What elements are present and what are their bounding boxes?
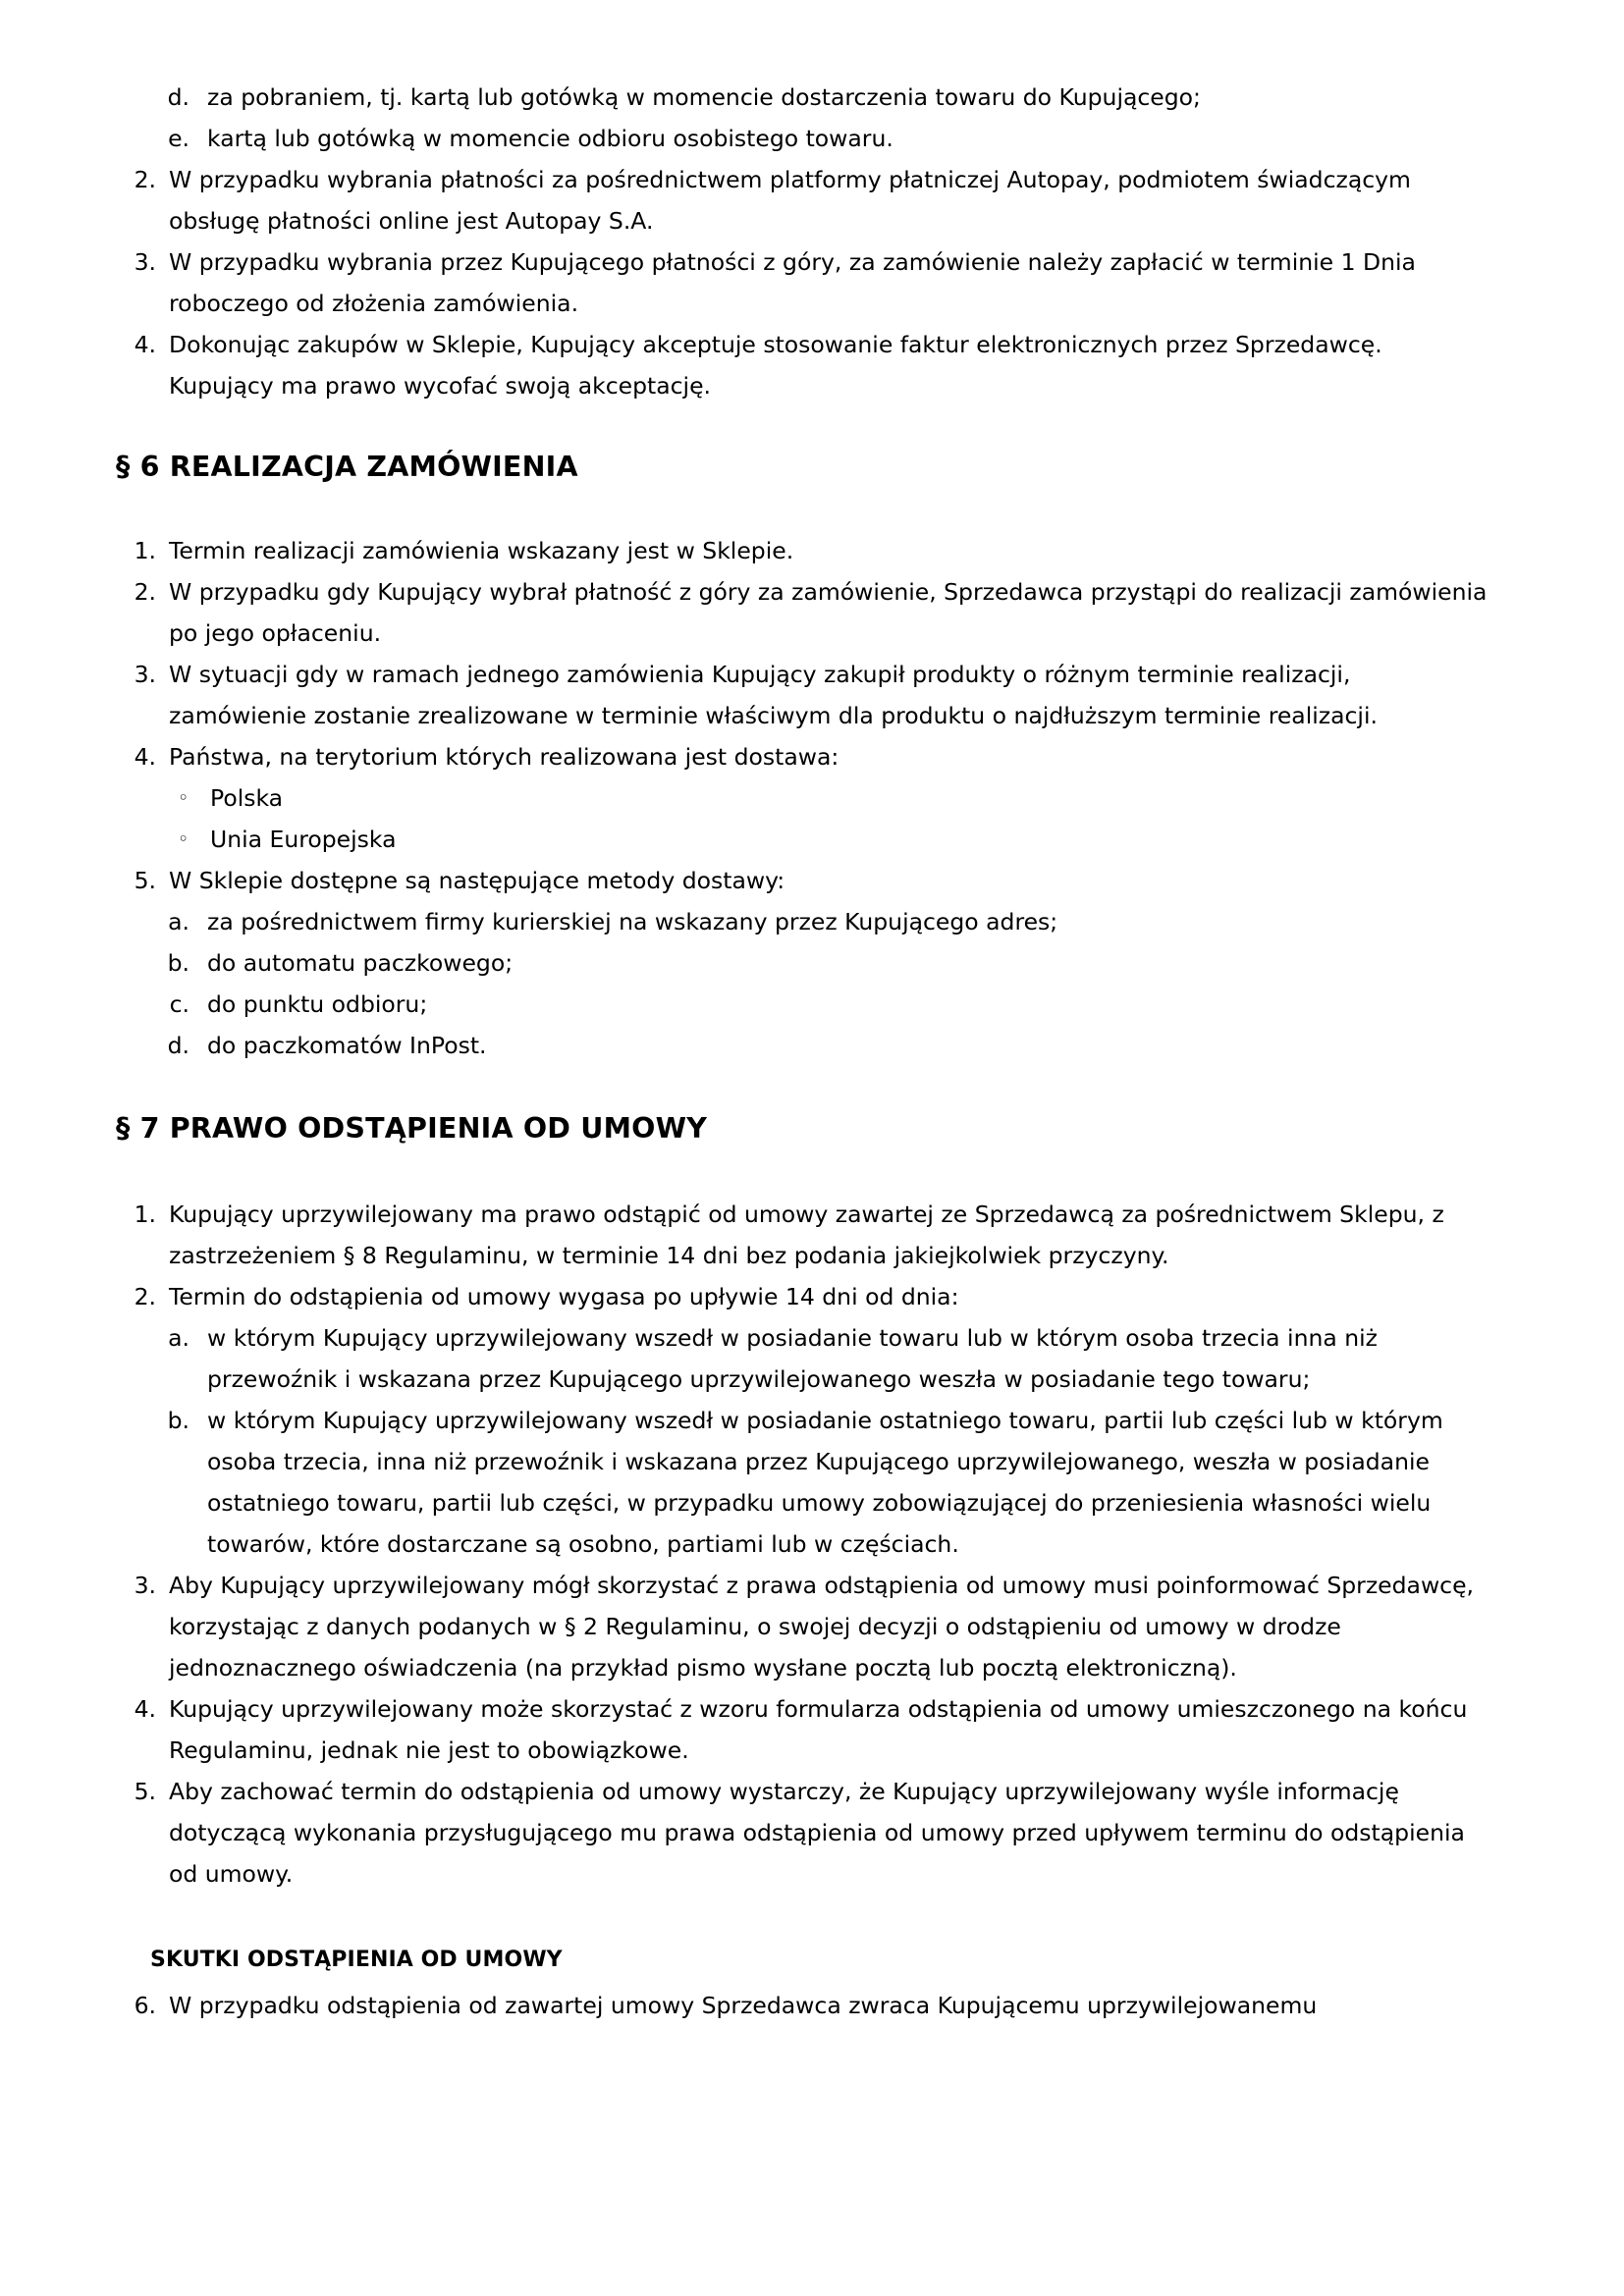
list-item-text: Polska xyxy=(210,784,284,812)
list-item-text: W Sklepie dostępne są następujące metody dostawy: xyxy=(169,867,785,894)
bullet-circle-icon: ◦ xyxy=(178,787,189,809)
list-item xyxy=(123,1771,1490,1895)
list-item xyxy=(162,1025,1490,1066)
list-item-text: Unia Europejska xyxy=(210,826,397,853)
list-item-text: do automatu paczkowego; xyxy=(207,949,514,977)
bullet-circle-icon: ◦ xyxy=(178,828,189,850)
list-item-text: W przypadku wybrania przez Kupującego płatności z góry, za zamówienie należy zapłacić w terminie 1 Dnia roboczego od złożenia zamówienia. xyxy=(169,248,1416,317)
list-marker: c. xyxy=(169,990,189,1018)
list-item-text: Aby Kupujący uprzywilejowany mógł skorzystać z prawa odstąpienia od umowy musi poinformować Sprzedawcę, korzystając z danych podanych w § 2 Regulaminu, o swojej decyzji o odstąpieniu od umowy w drodze jednoznacznego oświadczenia (na przykład pismo wysłane pocztą lub pocztą elektroniczną). xyxy=(169,1572,1475,1682)
list-item-text: W sytuacji gdy w ramach jednego zamówienia Kupujący zakupił produkty o różnym terminie realizacji, zamówienie zostanie zrealizowane w terminie właściwym dla produktu o najdłuższym terminie realizacji. xyxy=(169,661,1378,729)
list-item-text: do paczkomatów InPost. xyxy=(207,1032,487,1059)
list-marker: b. xyxy=(167,1407,189,1434)
list-item-text: Termin realizacji zamówienia wskazany jest w Sklepie. xyxy=(169,537,794,564)
list-marker: 4. xyxy=(134,331,156,358)
list-marker: 3. xyxy=(134,248,156,276)
list-marker: 6. xyxy=(134,1992,156,2019)
list-item xyxy=(123,736,1490,777)
list-item-text: Kupujący uprzywilejowany ma prawo odstąpić od umowy zawartej ze Sprzedawcą za pośrednictwem Sklepu, z zastrzeżeniem § 8 Regulaminu, w terminie 14 dni bez podania jakiejkolwiek przyczyny. xyxy=(169,1201,1444,1269)
withdrawal-expiry-sublist xyxy=(116,1317,1490,1565)
list-item-text: za pośrednictwem firmy kurierskiej na wskazany przez Kupującego adres; xyxy=(207,908,1058,935)
delivery-methods-list xyxy=(116,901,1490,1066)
list-item xyxy=(162,77,1490,118)
list-item-text: w którym Kupujący uprzywilejowany wszedł w posiadanie ostatniego towaru, partii lub części lub w którym osoba trzecia, inna niż przewoźnik i wskazana przez Kupującego uprzywilejowanego, weszła w posiadanie ostatniego towaru, partii lub części, w przypadku umowy zobowiązującej do przeniesienia własności wielu towarów, które dostarczane są osobno, partiami lub w częściach. xyxy=(207,1407,1443,1558)
list-item xyxy=(162,901,1490,942)
document-body xyxy=(116,77,1490,2026)
list-marker: 5. xyxy=(134,867,156,894)
list-item xyxy=(123,1565,1490,1688)
list-item-text: w którym Kupujący uprzywilejowany wszedł w posiadanie towaru lub w którym osoba trzecia inna niż przewoźnik i wskazana przez Kupującego uprzywilejowanego weszła w posiadanie tego towaru; xyxy=(207,1324,1378,1393)
delivery-countries-list xyxy=(116,777,1490,860)
section-7-heading: § 7 PRAWO ODSTĄPIENIA OD UMOWY xyxy=(116,1112,708,1145)
list-marker: 3. xyxy=(134,1572,156,1599)
list-marker: a. xyxy=(168,908,189,935)
list-marker: 1. xyxy=(134,537,156,564)
section-7-list-part2 xyxy=(116,1565,1490,1895)
withdrawal-effects-heading: SKUTKI ODSTĄPIENIA OD UMOWY xyxy=(150,1948,563,1972)
list-item xyxy=(123,159,1490,241)
list-marker: 2. xyxy=(134,1283,156,1310)
payment-methods-sublist xyxy=(116,77,1490,159)
list-item xyxy=(162,942,1490,984)
list-item xyxy=(178,777,1490,819)
list-item-text: W przypadku odstąpienia od zawartej umowy Sprzedawca zwraca Kupującemu uprzywilejowanemu xyxy=(169,1992,1318,2019)
section-6-list-part1 xyxy=(116,530,1490,777)
list-item-text: Termin do odstąpienia od umowy wygasa po upływie 14 dni od dnia: xyxy=(169,1283,959,1310)
list-item xyxy=(123,1688,1490,1771)
list-item-text: za pobraniem, tj. kartą lub gotówką w momencie dostarczenia towaru do Kupującego; xyxy=(207,83,1201,111)
list-marker: 4. xyxy=(134,1695,156,1723)
list-item xyxy=(178,819,1490,860)
list-marker: d. xyxy=(167,83,189,111)
list-item xyxy=(162,118,1490,159)
payment-list-continuation xyxy=(116,159,1490,406)
list-item-text: W przypadku wybrania płatności za pośrednictwem platformy płatniczej Autopay, podmiotem świadczącym obsługę płatności online jest Autopay S.A. xyxy=(169,166,1411,235)
list-item-text: Kupujący uprzywilejowany może skorzystać z wzoru formularza odstąpienia od umowy umieszczonego na końcu Regulaminu, jednak nie jest to obowiązkowe. xyxy=(169,1695,1468,1764)
list-marker: e. xyxy=(168,125,189,152)
list-marker: 4. xyxy=(134,743,156,771)
section-7-heading-block xyxy=(116,1109,1490,1148)
list-item-text: kartą lub gotówką w momencie odbioru osobistego towaru. xyxy=(207,125,893,152)
list-item-text: Aby zachować termin do odstąpienia od umowy wystarczy, że Kupujący uprzywilejowany wyśle informację dotyczącą wykonania przysługującego mu prawa odstąpienia od umowy przed upływem terminu do odstąpienia od umowy. xyxy=(169,1778,1465,1888)
list-item-text: do punktu odbioru; xyxy=(207,990,428,1018)
list-item xyxy=(123,530,1490,571)
list-marker: 5. xyxy=(134,1778,156,1805)
list-marker: 3. xyxy=(134,661,156,688)
list-item xyxy=(162,984,1490,1025)
section-7-list-part1 xyxy=(116,1194,1490,1317)
withdrawal-effects-heading-block xyxy=(116,1944,1490,1977)
list-marker: b. xyxy=(167,949,189,977)
list-item xyxy=(123,860,1490,901)
list-item xyxy=(162,1317,1490,1400)
section-6-heading-block xyxy=(116,448,1490,487)
list-item-text: Państwa, na terytorium których realizowana jest dostawa: xyxy=(169,743,839,771)
list-item xyxy=(123,241,1490,324)
list-item xyxy=(123,571,1490,654)
section-6-heading: § 6 REALIZACJA ZAMÓWIENIA xyxy=(116,451,578,483)
list-item xyxy=(162,1400,1490,1565)
list-item-text: W przypadku gdy Kupujący wybrał płatność z góry za zamówienie, Sprzedawca przystąpi do realizacji zamówienia po jego opłaceniu. xyxy=(169,578,1488,647)
list-item xyxy=(123,1194,1490,1276)
list-item xyxy=(123,1985,1490,2026)
list-item xyxy=(123,1276,1490,1317)
list-marker: 1. xyxy=(134,1201,156,1228)
list-marker: a. xyxy=(168,1324,189,1352)
list-item-text: Dokonując zakupów w Sklepie, Kupujący akceptuje stosowanie faktur elektronicznych przez Sprzedawcę. Kupujący ma prawo wycofać swoją akceptację. xyxy=(169,331,1382,400)
list-marker: d. xyxy=(167,1032,189,1059)
list-marker: 2. xyxy=(134,166,156,193)
list-item xyxy=(123,324,1490,406)
list-marker: 2. xyxy=(134,578,156,606)
list-item xyxy=(123,654,1490,736)
